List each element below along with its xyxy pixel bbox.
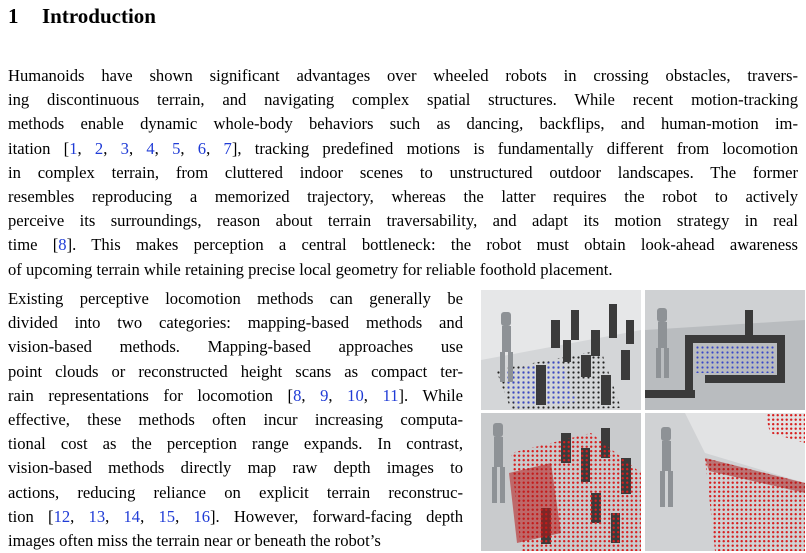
text-segment: perceive its surroundings, reason about terrain traversability, and adapt its motion strategy in real bbox=[8, 211, 798, 231]
text-segment: actions, reducing reliance on explicit terrain reconstruc- bbox=[8, 482, 463, 502]
citation-link[interactable]: 15 bbox=[158, 506, 176, 526]
text-segment: tion [ bbox=[8, 506, 54, 526]
text-line bbox=[8, 112, 798, 136]
text-segment: vision-based methods directly map raw depth images to bbox=[8, 458, 463, 478]
panel-top-left-image bbox=[481, 290, 641, 410]
text-segment: divided into two categories: mapping-based methods and bbox=[8, 313, 463, 333]
citation-link[interactable]: 12 bbox=[53, 506, 71, 526]
text-segment: , bbox=[363, 385, 383, 405]
text-segment: , bbox=[103, 138, 121, 158]
citation-link[interactable]: 13 bbox=[88, 506, 106, 526]
text-segment: , bbox=[301, 385, 321, 405]
text-segment: , bbox=[175, 506, 194, 526]
text-line bbox=[8, 258, 798, 282]
citation-link[interactable]: 14 bbox=[123, 506, 141, 526]
citation-link[interactable]: 16 bbox=[193, 506, 211, 526]
text-segment: of upcoming terrain while retaining precise local geometry for reliable foothold placement. bbox=[8, 259, 613, 279]
section-heading bbox=[8, 2, 156, 30]
text-segment: vision-based methods. Mapping-based approaches use bbox=[8, 337, 463, 357]
text-segment: , bbox=[206, 138, 224, 158]
text-line bbox=[8, 432, 463, 456]
panel-bottom-right-image bbox=[645, 413, 805, 551]
text-line bbox=[8, 64, 798, 88]
citation-link[interactable]: 3 bbox=[120, 138, 129, 158]
panel-bottom-left-image bbox=[481, 413, 641, 551]
text-line bbox=[8, 88, 798, 112]
paragraph-2 bbox=[8, 287, 463, 553]
citation-link[interactable]: 1 bbox=[69, 138, 78, 158]
text-segment: Humanoids have shown significant advantages over wheeled robots in crossing obstacles, travers- bbox=[8, 66, 798, 85]
text-line bbox=[8, 287, 463, 311]
text-line bbox=[8, 529, 463, 553]
text-segment: in complex terrain, from cluttered indoor scenes to unstructured outdoor landscapes. The former bbox=[8, 162, 798, 182]
paragraph-1 bbox=[8, 64, 798, 282]
text-segment: point clouds or reconstructed height scans as compact ter- bbox=[8, 361, 463, 381]
text-segment: ]. This makes perception a central bottleneck: the robot must obtain look-ahead awareness bbox=[66, 235, 799, 255]
text-segment: time [ bbox=[8, 235, 59, 255]
citation-link[interactable]: 9 bbox=[320, 385, 329, 405]
text-segment: , bbox=[105, 506, 124, 526]
text-segment: methods enable dynamic whole-body behaviors such as dancing, backflips, and human-motion im- bbox=[8, 114, 798, 134]
text-line bbox=[8, 161, 798, 185]
citation-link[interactable]: 5 bbox=[172, 138, 181, 158]
citation-link[interactable]: 8 bbox=[293, 385, 302, 405]
text-line bbox=[8, 311, 463, 335]
text-segment: , bbox=[328, 385, 348, 405]
citation-link[interactable]: 4 bbox=[146, 138, 155, 158]
text-segment: ing discontinuous terrain, and navigating complex spatial structures. While recent motion-tracking bbox=[8, 90, 798, 110]
citation-link[interactable]: 8 bbox=[58, 235, 67, 255]
panel-top-right-image bbox=[645, 290, 805, 410]
section-number: 1 bbox=[8, 4, 19, 28]
citation-link[interactable]: 11 bbox=[382, 385, 399, 405]
text-segment: , bbox=[140, 506, 159, 526]
text-segment: , bbox=[70, 506, 89, 526]
text-line bbox=[8, 505, 463, 529]
text-line bbox=[8, 360, 463, 384]
citation-link[interactable]: 2 bbox=[94, 138, 104, 158]
figure-simulation-panels bbox=[481, 290, 806, 551]
text-line bbox=[8, 408, 463, 432]
text-line bbox=[8, 335, 463, 359]
text-line bbox=[8, 456, 463, 480]
text-segment: images often miss the terrain near or beneath the robot’s bbox=[8, 531, 381, 551]
text-segment: , bbox=[180, 138, 198, 158]
text-segment: ], tracking predefined motions is fundamentally different from locomotion bbox=[231, 138, 799, 158]
section-title: Introduction bbox=[42, 4, 156, 28]
text-segment: ]. However, forward-facing depth bbox=[210, 506, 464, 526]
citation-link[interactable]: 7 bbox=[223, 138, 232, 158]
text-segment: rain representations for locomotion [ bbox=[8, 385, 294, 405]
citation-link[interactable]: 10 bbox=[347, 385, 364, 405]
text-line bbox=[8, 185, 798, 209]
text-segment: ]. While bbox=[398, 385, 464, 405]
text-segment: tional cost as the perception range expands. In contrast, bbox=[8, 434, 463, 454]
text-segment: , bbox=[128, 138, 147, 158]
text-segment: , bbox=[77, 138, 95, 158]
citation-link[interactable]: 6 bbox=[197, 138, 207, 158]
text-line bbox=[8, 384, 463, 408]
text-segment: effective, these methods often incur increasing computa- bbox=[8, 410, 463, 430]
text-line bbox=[8, 481, 463, 505]
text-segment: , bbox=[154, 138, 173, 158]
text-segment: itation [ bbox=[8, 138, 70, 158]
text-line bbox=[8, 233, 798, 257]
text-segment: resembles reproducing a memorized trajectory, whereas the latter requires the robot to actively bbox=[8, 187, 798, 207]
text-line bbox=[8, 137, 798, 161]
text-line bbox=[8, 209, 798, 233]
text-segment: Existing perceptive locomotion methods can generally be bbox=[8, 289, 463, 308]
